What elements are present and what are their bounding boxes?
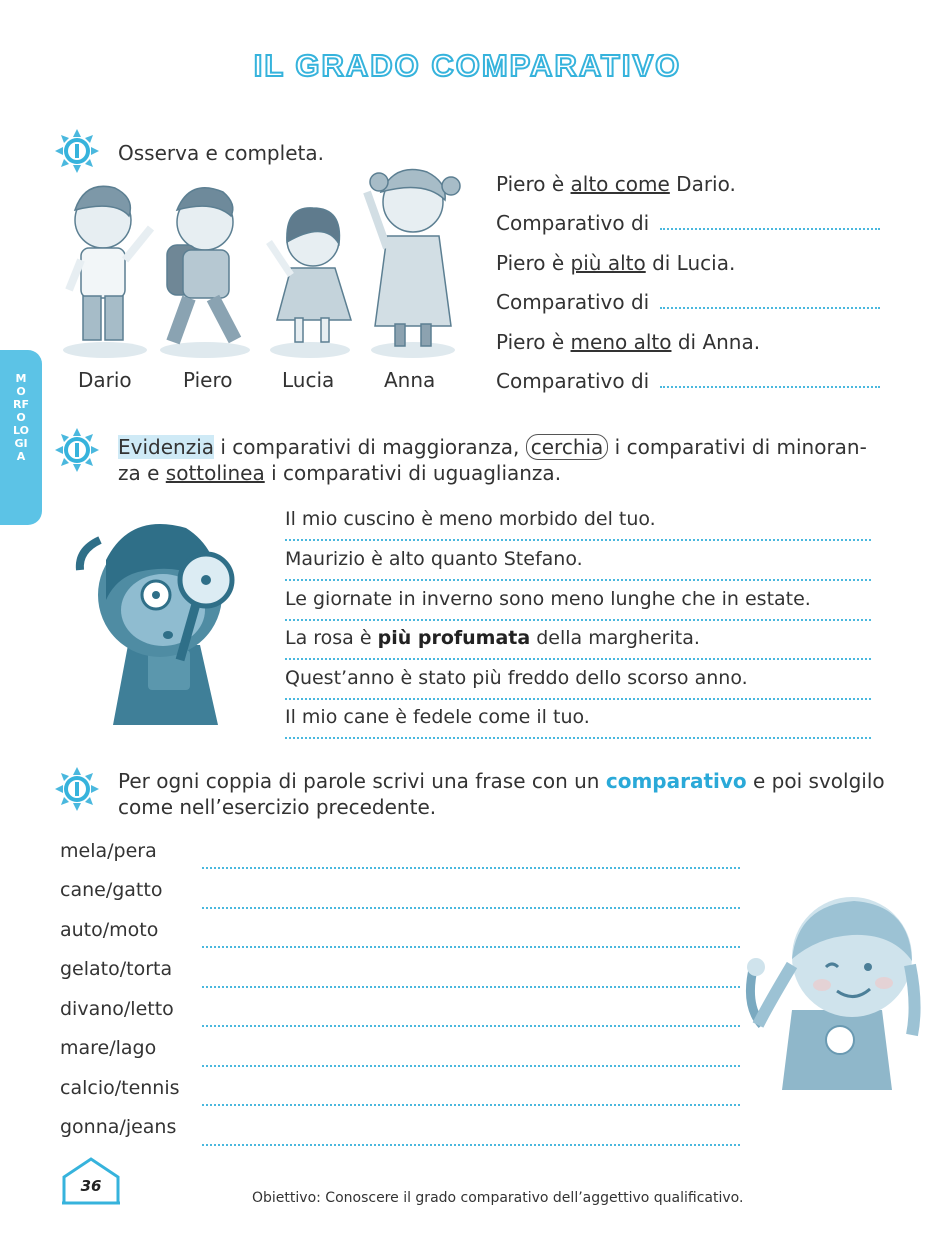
word-pair-3: auto/moto (60, 919, 159, 941)
girl-magnifier-illustration (68, 500, 243, 725)
ex1-answer-line-1[interactable] (660, 228, 880, 230)
word-pair-1: mela/pera (60, 840, 157, 862)
ex1-completion-label-2: Comparativo di (496, 290, 650, 314)
bold-text: più profumata (377, 627, 531, 649)
side-tab-label: MORFOLOGIA (13, 372, 29, 463)
child-name-dario: Dario (78, 368, 132, 392)
answer-line-2[interactable] (202, 907, 740, 909)
ex2-sentence-2[interactable]: Maurizio è alto quanto Stefano. (285, 540, 871, 581)
ex2-sentence-4[interactable] (285, 619, 871, 660)
children-illustration (55, 150, 470, 365)
waving-girl-illustration (742, 895, 922, 1090)
text: za e (118, 461, 166, 485)
answer-line-7[interactable] (202, 1104, 740, 1106)
text: Piero è (496, 330, 571, 354)
answer-line-6[interactable] (202, 1065, 740, 1067)
text: di Lucia. (645, 251, 736, 275)
circled-word: cerchia (526, 434, 609, 460)
text: La rosa è (285, 627, 378, 649)
word-pair-7: calcio/tennis (60, 1077, 180, 1099)
underlined-word: meno alto (570, 330, 672, 354)
ex1-sentence-2 (496, 251, 735, 275)
highlighted-term: comparativo (605, 769, 747, 793)
ex2-sentence-1[interactable]: Il mio cuscino è meno morbido del tuo. (285, 500, 871, 541)
exercise3-instruction (118, 768, 898, 820)
answer-line-4[interactable] (202, 986, 740, 988)
word-pair-5: divano/letto (60, 998, 174, 1020)
underlined-word: alto come (570, 172, 670, 196)
exercise-sun-icon (54, 427, 100, 473)
text: della margherita. (530, 627, 700, 649)
answer-line-1[interactable] (202, 867, 740, 869)
word-pair-8: gonna/jeans (60, 1116, 177, 1138)
text: Piero è (496, 172, 571, 196)
word-pair-2: cane/gatto (60, 879, 163, 901)
ex2-sentence-3[interactable]: Le giornate in inverno sono meno lunghe che in estate. (285, 580, 871, 621)
text: e poi svolgilo (746, 769, 885, 793)
ex1-completion-label-1: Comparativo di (496, 211, 650, 235)
ex2-sentence-6[interactable]: Il mio cane è fedele come il tuo. (285, 698, 871, 739)
ex1-completion-label-3: Comparativo di (496, 369, 650, 393)
highlight-word: Evidenzia (118, 435, 215, 459)
page-number: 36 (80, 1177, 102, 1195)
text: Piero è (496, 251, 571, 275)
ex1-answer-line-3[interactable] (660, 386, 880, 388)
exercise1-instruction: Osserva e completa. (118, 141, 324, 165)
text: i comparativi di maggioranza, (214, 435, 526, 459)
child-name-anna: Anna (384, 368, 436, 392)
page-title: IL GRADO COMPARATIVO (253, 48, 682, 83)
text: come nell’esercizio precedente. (118, 795, 437, 819)
underlined-word: sottolinea (165, 461, 265, 485)
text: Per ogni coppia di parole scrivi una frase con un (118, 769, 606, 793)
answer-line-3[interactable] (202, 946, 740, 948)
answer-line-8[interactable] (202, 1144, 740, 1146)
footer-objective: Obiettivo: Conoscere il grado comparativo dell’aggettivo qualificativo. (252, 1190, 744, 1206)
exercise-sun-icon (54, 766, 100, 812)
answer-line-5[interactable] (202, 1025, 740, 1027)
ex1-sentence-3 (496, 330, 760, 354)
text: i comparativi di uguaglianza. (264, 461, 562, 485)
ex1-answer-line-2[interactable] (660, 307, 880, 309)
word-pair-6: mare/lago (60, 1037, 157, 1059)
page-number-badge (60, 1155, 122, 1207)
section-side-tab (0, 350, 42, 525)
ex2-sentence-5[interactable]: Quest’anno è stato più freddo dello scorso anno. (285, 659, 871, 700)
text: di Anna. (671, 330, 761, 354)
ex1-sentence-1 (496, 172, 736, 196)
child-name-piero: Piero (183, 368, 233, 392)
text: Dario. (669, 172, 736, 196)
text: i comparativi di minoran- (608, 435, 867, 459)
child-name-lucia: Lucia (282, 368, 335, 392)
word-pair-4: gelato/torta (60, 958, 173, 980)
exercise2-instruction (118, 434, 888, 486)
underlined-word: più alto (570, 251, 646, 275)
